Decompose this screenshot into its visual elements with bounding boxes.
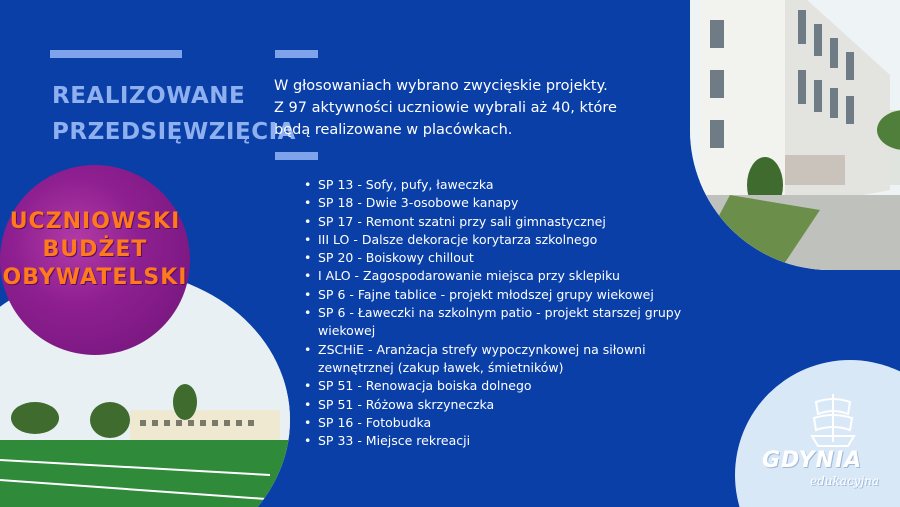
project-list [300,176,710,450]
accent-bar-left [50,50,182,58]
list-item: • SP 20 - Boiskowy chillout [300,249,710,267]
accent-bar-top [275,50,318,58]
list-item: • SP 17 - Remont szatni przy sali gimnastycznej [300,213,710,231]
intro-line-2: Z 97 aktywności uczniowie wybrali aż 40, które [274,100,617,116]
list-item: • SP 51 - Renowacja boiska dolnego [300,377,710,395]
school-building-illustration [690,0,900,270]
list-item: • SP 33 - Miejsce rekreacji [300,432,710,450]
school-building-photo [690,0,900,270]
list-item: • III LO - Dalsze dekoracje korytarza szkolnego [300,231,710,249]
intro-line-3: będą realizowane w placówkach. [274,122,513,138]
intro-text [274,75,684,141]
section-heading [52,78,296,150]
badge-line-2: BUDŻET [42,237,148,262]
list-item: • SP 18 - Dwie 3-osobowe kanapy [300,194,710,212]
list-item: • SP 16 - Fotobudka [300,414,710,432]
gdynia-logo [760,392,900,502]
badge-line-1: UCZNIOWSKI [9,209,181,234]
list-item: • SP 6 - Ławeczki na szkolnym patio - projekt starszej grupy wiekowej [300,304,710,341]
heading-line-2: PRZEDSIĘWZIĘCIA [52,119,296,145]
list-item: • SP 13 - Sofy, pufy, ławeczka [300,176,710,194]
accent-bar-middle [275,152,318,160]
list-item: • SP 6 - Fajne tablice - projekt młodszej grupy wiekowej [300,286,710,304]
intro-line-1: W głosowaniach wybrano zwycięskie projekty. [274,78,608,94]
list-item: • I ALO - Zagospodarowanie miejsca przy sklepiku [300,267,710,285]
list-item: • SP 51 - Różowa skrzyneczka [300,396,710,414]
badge-line-3: OBYWATELSKI [2,265,188,290]
logo-wordmark: GDYNIA [762,448,863,473]
logo-subtitle: edukacyjna [810,474,880,488]
heading-line-1: REALIZOWANE [52,83,246,109]
budget-badge-title [0,208,190,292]
list-item: • ZSCHiE - Aranżacja strefy wypoczynkowej na siłowni zewnętrznej (zakup ławek, śmietników) [300,341,710,378]
ship-icon [808,392,858,452]
